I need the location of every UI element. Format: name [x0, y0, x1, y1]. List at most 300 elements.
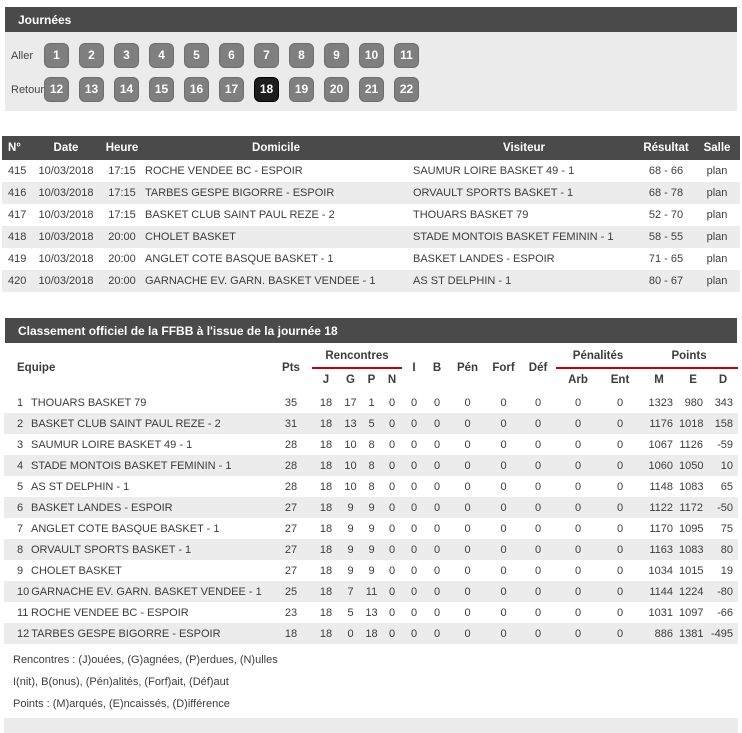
- stat-arb: 0: [574, 564, 582, 577]
- stat-def: 0: [534, 585, 542, 598]
- results-header-heure: Heure: [102, 136, 142, 160]
- stat-p: 18: [365, 627, 378, 640]
- stat-ent: 0: [616, 501, 624, 514]
- standings-header-b: B: [426, 343, 448, 392]
- away-team: STADE MONTOIS BASKET FEMININ - 1: [413, 231, 614, 243]
- match-time: 17:15: [108, 187, 136, 199]
- journee-button[interactable]: 17: [219, 77, 244, 102]
- stat-g: 10: [344, 480, 357, 493]
- journee-button[interactable]: 22: [394, 77, 419, 102]
- standings-header-pts: Pts: [270, 343, 312, 392]
- stat-forf: 0: [500, 501, 507, 514]
- stat-pen: 0: [464, 585, 471, 598]
- stat-pen: 0: [464, 606, 471, 619]
- stat-pts: 27: [284, 543, 298, 556]
- stat-arb: 0: [574, 543, 582, 556]
- journee-button[interactable]: 21: [359, 77, 384, 102]
- home-team: ANGLET COTE BASQUE BASKET - 1: [145, 253, 334, 265]
- team-name: STADE MONTOIS BASKET FEMININ - 1: [31, 459, 232, 472]
- stat-j: 18: [319, 543, 333, 556]
- team-name: GARNACHE EV. GARN. BASKET VENDEE - 1: [31, 585, 262, 598]
- results-header-num: N°: [2, 136, 30, 160]
- stat-pts: 28: [284, 480, 298, 493]
- stat-g: 10: [344, 459, 357, 472]
- stat-forf: 0: [500, 480, 507, 493]
- stat-ent: 0: [616, 585, 624, 598]
- stat-pts: 35: [284, 396, 298, 409]
- results-header-salle: Salle: [694, 136, 740, 160]
- team-name: SAUMUR LOIRE BASKET 49 - 1: [31, 438, 193, 451]
- stat-def: 0: [534, 522, 542, 535]
- stat-i: 0: [410, 543, 418, 556]
- stat-e: 1126: [679, 438, 704, 451]
- stat-n: 0: [388, 396, 396, 409]
- standings-row: [4, 497, 738, 518]
- stat-m: 1148: [649, 480, 674, 493]
- team-name: ANGLET COTE BASQUE BASKET - 1: [31, 522, 220, 535]
- stat-b: 0: [433, 438, 441, 451]
- stat-e: 1050: [679, 459, 704, 472]
- standings-row: [4, 413, 738, 434]
- match-score: 58 - 55: [648, 231, 684, 243]
- stat-b: 0: [433, 522, 441, 535]
- stat-m: 1323: [648, 396, 674, 409]
- team-name: AS ST DELPHIN - 1: [31, 480, 130, 493]
- team-name: ROCHE VENDEE BC - ESPOIR: [31, 606, 189, 619]
- standings-header-pen: Pén: [448, 343, 487, 392]
- journee-button[interactable]: 18: [254, 77, 279, 102]
- stat-ent: 0: [616, 438, 624, 451]
- aller-row: [11, 43, 731, 68]
- team-rank: 10: [17, 585, 30, 598]
- team-rank: 11: [17, 606, 29, 619]
- stat-forf: 0: [500, 606, 507, 619]
- stat-def: 0: [534, 417, 542, 430]
- stat-g: 13: [344, 417, 357, 430]
- stat-arb: 0: [574, 627, 582, 640]
- stat-g: 9: [347, 501, 354, 514]
- stat-arb: 0: [574, 522, 582, 535]
- standings-row: [4, 539, 738, 560]
- stat-m: 1060: [648, 459, 674, 472]
- stat-def: 0: [534, 543, 542, 556]
- stat-d: 343: [714, 396, 734, 409]
- stat-m: 1122: [649, 501, 674, 514]
- stat-p: 1: [368, 396, 375, 409]
- stat-m: 886: [654, 627, 674, 640]
- stat-ent: 0: [616, 543, 624, 556]
- stat-d: -495: [711, 627, 734, 640]
- stat-arb: 0: [574, 606, 582, 619]
- stat-j: 18: [319, 438, 333, 451]
- stat-b: 0: [433, 585, 441, 598]
- journees-body: [5, 32, 737, 111]
- stat-e: 1018: [679, 417, 704, 430]
- result-row: [2, 270, 740, 292]
- journee-button[interactable]: 9: [324, 43, 349, 68]
- team-rank: 5: [17, 480, 24, 493]
- stat-d: 80: [720, 543, 734, 556]
- venue-map-link[interactable]: plan: [706, 253, 728, 265]
- stat-j: 18: [319, 522, 333, 535]
- stat-p: 9: [368, 564, 375, 577]
- match-number: 420: [8, 275, 27, 287]
- stat-j: 18: [319, 459, 333, 472]
- journee-button[interactable]: 20: [324, 77, 349, 102]
- result-row: [2, 160, 740, 182]
- away-team: SAUMUR LOIRE BASKET 49 - 1: [413, 165, 575, 177]
- results-header-domicile: Domicile: [142, 136, 410, 160]
- stat-n: 0: [388, 627, 396, 640]
- stat-forf: 0: [500, 396, 507, 409]
- match-time: 20:00: [108, 253, 136, 265]
- standings-row: [4, 455, 738, 476]
- home-team: BASKET CLUB SAINT PAUL REZE - 2: [145, 209, 335, 221]
- stat-b: 0: [433, 480, 441, 493]
- match-number: 415: [8, 165, 27, 177]
- stat-i: 0: [410, 480, 418, 493]
- stat-g: 9: [347, 522, 354, 535]
- stat-g: 5: [347, 606, 354, 619]
- stat-j: 18: [319, 564, 333, 577]
- stat-pen: 0: [464, 396, 471, 409]
- standings-row: [4, 623, 738, 644]
- standings-row: [4, 581, 738, 602]
- stat-forf: 0: [500, 459, 507, 472]
- journee-button[interactable]: 2: [79, 43, 104, 68]
- stat-n: 0: [388, 501, 396, 514]
- stat-ent: 0: [616, 459, 624, 472]
- stat-g: 17: [344, 396, 357, 409]
- stat-e: 1095: [679, 522, 704, 535]
- stat-pts: 18: [284, 627, 298, 640]
- retour-label: Retour: [11, 83, 45, 96]
- standings-panel: [5, 318, 737, 343]
- match-time: 17:15: [108, 209, 136, 221]
- stat-j: 18: [319, 627, 333, 640]
- venue-map-link[interactable]: plan: [706, 209, 728, 221]
- standings-row: [4, 434, 738, 455]
- stat-def: 0: [534, 396, 542, 409]
- journee-button[interactable]: 10: [359, 43, 384, 68]
- match-date: 10/03/2018: [38, 231, 94, 243]
- venue-map-link[interactable]: plan: [706, 187, 728, 199]
- stat-d: -59: [717, 438, 734, 451]
- stat-m: 1163: [649, 543, 674, 556]
- team-rank: 4: [17, 459, 24, 472]
- match-score: 52 - 70: [648, 209, 684, 221]
- stat-i: 0: [410, 438, 418, 451]
- journee-button[interactable]: 12: [44, 77, 69, 102]
- stat-forf: 0: [500, 543, 507, 556]
- standings-header-g: G: [340, 368, 361, 392]
- stat-pen: 0: [464, 459, 471, 472]
- team-name: BASKET LANDES - ESPOIR: [31, 501, 173, 514]
- aller-buttons: [44, 43, 429, 68]
- standings-header-arb: Arb: [556, 368, 600, 392]
- team-rank: 2: [17, 417, 24, 430]
- match-time: 20:00: [108, 231, 136, 243]
- match-time: 17:15: [108, 165, 136, 177]
- stat-g: 0: [347, 627, 354, 640]
- aller-label: Aller: [11, 49, 34, 62]
- stat-arb: 0: [574, 459, 582, 472]
- stat-arb: 0: [574, 480, 582, 493]
- stat-e: 980: [684, 396, 704, 409]
- stat-d: 158: [714, 417, 734, 430]
- team-name: TARBES GESPE BIGORRE - ESPOIR: [31, 627, 221, 640]
- venue-map-link[interactable]: plan: [706, 231, 728, 243]
- team-rank: 8: [17, 543, 24, 556]
- stat-i: 0: [410, 627, 418, 640]
- stat-def: 0: [534, 606, 542, 619]
- stat-n: 0: [388, 606, 396, 619]
- stat-pts: 25: [284, 585, 298, 598]
- legend-line: Rencontres : (J)ouées, (G)agnées, (P)erdues, (N)ulles: [13, 654, 278, 666]
- result-row: [2, 226, 740, 248]
- home-team: ROCHE VENDEE BC - ESPOIR: [145, 165, 303, 177]
- stat-pts: 28: [284, 438, 298, 451]
- team-rank: 1: [17, 396, 24, 409]
- panel-footer-bar: [4, 718, 738, 733]
- stat-i: 0: [410, 417, 418, 430]
- stat-ent: 0: [616, 627, 624, 640]
- journee-button[interactable]: 6: [219, 43, 244, 68]
- journee-button[interactable]: 16: [184, 77, 209, 102]
- stat-def: 0: [534, 627, 542, 640]
- stat-p: 8: [368, 480, 375, 493]
- standings-header-equipe: Equipe: [4, 343, 270, 392]
- stat-d: -50: [717, 501, 734, 514]
- standings-table: [4, 343, 738, 644]
- standings-group-rencontres: Rencontres: [312, 343, 402, 368]
- stat-pen: 0: [464, 417, 471, 430]
- standings-row: [4, 392, 738, 413]
- standings-header-m: M: [640, 368, 678, 392]
- stat-pen: 0: [464, 564, 471, 577]
- journee-button[interactable]: 14: [114, 77, 139, 102]
- journee-button[interactable]: 8: [289, 43, 314, 68]
- stat-m: 1067: [648, 438, 674, 451]
- stat-p: 8: [368, 438, 375, 451]
- results-header-visiteur: Visiteur: [410, 136, 638, 160]
- stat-b: 0: [433, 543, 441, 556]
- journee-button[interactable]: 5: [184, 43, 209, 68]
- stat-d: 19: [720, 564, 734, 577]
- stat-d: -80: [717, 585, 734, 598]
- away-team: BASKET LANDES - ESPOIR: [413, 253, 555, 265]
- stat-m: 1176: [649, 417, 674, 430]
- stat-p: 5: [368, 417, 375, 430]
- stat-j: 18: [319, 480, 333, 493]
- standings-header-e: E: [678, 368, 708, 392]
- match-date: 10/03/2018: [38, 275, 94, 287]
- results-header-resultat: Résultat: [638, 136, 694, 160]
- journees-panel: [5, 7, 737, 111]
- standings-header-j: J: [312, 368, 340, 392]
- journee-button[interactable]: 11: [394, 43, 419, 68]
- standings-header-p: P: [361, 368, 382, 392]
- journee-button[interactable]: 7: [254, 43, 279, 68]
- stat-p: 8: [368, 459, 375, 472]
- stat-p: 13: [365, 606, 378, 619]
- home-team: TARBES GESPE BIGORRE - ESPOIR: [145, 187, 335, 199]
- stat-forf: 0: [500, 564, 507, 577]
- stat-pen: 0: [464, 438, 471, 451]
- stat-m: 1034: [648, 564, 674, 577]
- stat-forf: 0: [500, 438, 507, 451]
- stat-d: 10: [720, 459, 734, 472]
- stat-j: 18: [319, 585, 333, 598]
- stat-i: 0: [410, 585, 418, 598]
- stat-forf: 0: [500, 627, 507, 640]
- home-team: GARNACHE EV. GARN. BASKET VENDEE - 1: [145, 275, 376, 287]
- journee-button[interactable]: 15: [149, 77, 174, 102]
- stat-pts: 27: [284, 501, 298, 514]
- journee-button[interactable]: 19: [289, 77, 314, 102]
- stat-i: 0: [410, 501, 418, 514]
- standings-legend: [4, 644, 738, 714]
- stat-e: 1083: [679, 480, 704, 493]
- stat-b: 0: [433, 606, 441, 619]
- stat-n: 0: [388, 585, 396, 598]
- stat-ent: 0: [616, 522, 624, 535]
- match-time: 20:00: [108, 275, 136, 287]
- stat-ent: 0: [616, 564, 624, 577]
- stat-i: 0: [410, 522, 418, 535]
- stat-pen: 0: [464, 627, 471, 640]
- standings-header-n: N: [382, 368, 402, 392]
- stat-j: 18: [319, 501, 333, 514]
- stat-p: 9: [368, 522, 375, 535]
- stat-n: 0: [388, 543, 396, 556]
- stat-n: 0: [388, 459, 396, 472]
- stat-p: 11: [365, 585, 378, 598]
- standings-row: [4, 476, 738, 497]
- standings-group-points: Points: [640, 343, 738, 368]
- results-table: [2, 136, 740, 292]
- stat-g: 7: [347, 585, 354, 598]
- standings-header-ent: Ent: [600, 368, 640, 392]
- team-rank: 12: [17, 627, 30, 640]
- stat-e: 1097: [679, 606, 704, 619]
- stat-p: 9: [368, 543, 375, 556]
- match-score: 68 - 66: [648, 165, 684, 177]
- stat-m: 1170: [649, 522, 674, 535]
- stat-ent: 0: [616, 606, 624, 619]
- result-row: [2, 204, 740, 226]
- standings-group-penalites: Pénalités: [556, 343, 640, 368]
- stat-pen: 0: [464, 543, 471, 556]
- stat-arb: 0: [574, 396, 582, 409]
- journee-button[interactable]: 1: [44, 43, 69, 68]
- stat-pts: 27: [284, 564, 298, 577]
- venue-map-link[interactable]: plan: [706, 275, 728, 287]
- stat-m: 1031: [648, 606, 674, 619]
- stat-arb: 0: [574, 417, 582, 430]
- standings-header-i: I: [402, 343, 426, 392]
- match-date: 10/03/2018: [38, 187, 94, 199]
- team-name: THOUARS BASKET 79: [31, 396, 147, 409]
- stat-n: 0: [388, 564, 396, 577]
- team-rank: 6: [17, 501, 24, 514]
- stat-n: 0: [388, 417, 396, 430]
- home-team: CHOLET BASKET: [145, 231, 236, 243]
- venue-map-link[interactable]: plan: [706, 165, 728, 177]
- team-name: BASKET CLUB SAINT PAUL REZE - 2: [31, 417, 221, 430]
- match-number: 419: [8, 253, 27, 265]
- stat-b: 0: [433, 501, 441, 514]
- stat-b: 0: [433, 417, 441, 430]
- stat-ent: 0: [616, 396, 624, 409]
- stat-n: 0: [388, 438, 396, 451]
- stat-i: 0: [410, 396, 418, 409]
- stat-d: -66: [717, 606, 734, 619]
- stat-pen: 0: [464, 501, 471, 514]
- stat-def: 0: [534, 480, 542, 493]
- journee-button[interactable]: 3: [114, 43, 139, 68]
- match-date: 10/03/2018: [38, 209, 94, 221]
- result-row: [2, 248, 740, 270]
- match-number: 417: [8, 209, 27, 221]
- stat-pts: 27: [284, 522, 298, 535]
- match-number: 416: [8, 187, 27, 199]
- journee-button[interactable]: 13: [79, 77, 104, 102]
- away-team: ORVAULT SPORTS BASKET - 1: [413, 187, 574, 199]
- match-date: 10/03/2018: [38, 253, 94, 265]
- standings-title: Classement officiel de la FFBB à l'issue de la journée 18: [5, 318, 737, 343]
- match-date: 10/03/2018: [38, 165, 94, 177]
- retour-buttons: [44, 77, 429, 102]
- stat-def: 0: [534, 438, 542, 451]
- away-team: THOUARS BASKET 79: [413, 209, 529, 221]
- team-rank: 7: [17, 522, 24, 535]
- stat-def: 0: [534, 459, 542, 472]
- stat-g: 9: [347, 543, 354, 556]
- standings-row: [4, 602, 738, 623]
- team-rank: 9: [17, 564, 24, 577]
- stat-pts: 31: [284, 417, 298, 430]
- stat-j: 18: [319, 396, 333, 409]
- stat-def: 0: [534, 501, 542, 514]
- journees-title: Journées: [5, 7, 737, 32]
- journee-button[interactable]: 4: [149, 43, 174, 68]
- stat-i: 0: [410, 564, 418, 577]
- stat-d: 65: [720, 480, 734, 493]
- standings-header-forf: Forf: [487, 343, 520, 392]
- stat-forf: 0: [500, 585, 507, 598]
- stat-n: 0: [388, 480, 396, 493]
- match-score: 68 - 78: [648, 187, 684, 199]
- stat-p: 9: [368, 501, 375, 514]
- results-header-row: [2, 136, 740, 160]
- stat-d: 75: [720, 522, 734, 535]
- retour-row: [11, 77, 731, 102]
- stat-e: 1083: [679, 543, 704, 556]
- result-row: [2, 182, 740, 204]
- stat-j: 18: [319, 417, 333, 430]
- stat-g: 9: [347, 564, 354, 577]
- stat-n: 0: [388, 522, 396, 535]
- stat-b: 0: [433, 459, 441, 472]
- stat-m: 1144: [649, 585, 674, 598]
- standings-row: [4, 560, 738, 581]
- stat-arb: 0: [574, 585, 582, 598]
- stat-g: 10: [344, 438, 357, 451]
- stat-i: 0: [410, 606, 418, 619]
- stat-e: 1172: [679, 501, 704, 514]
- stat-b: 0: [433, 564, 441, 577]
